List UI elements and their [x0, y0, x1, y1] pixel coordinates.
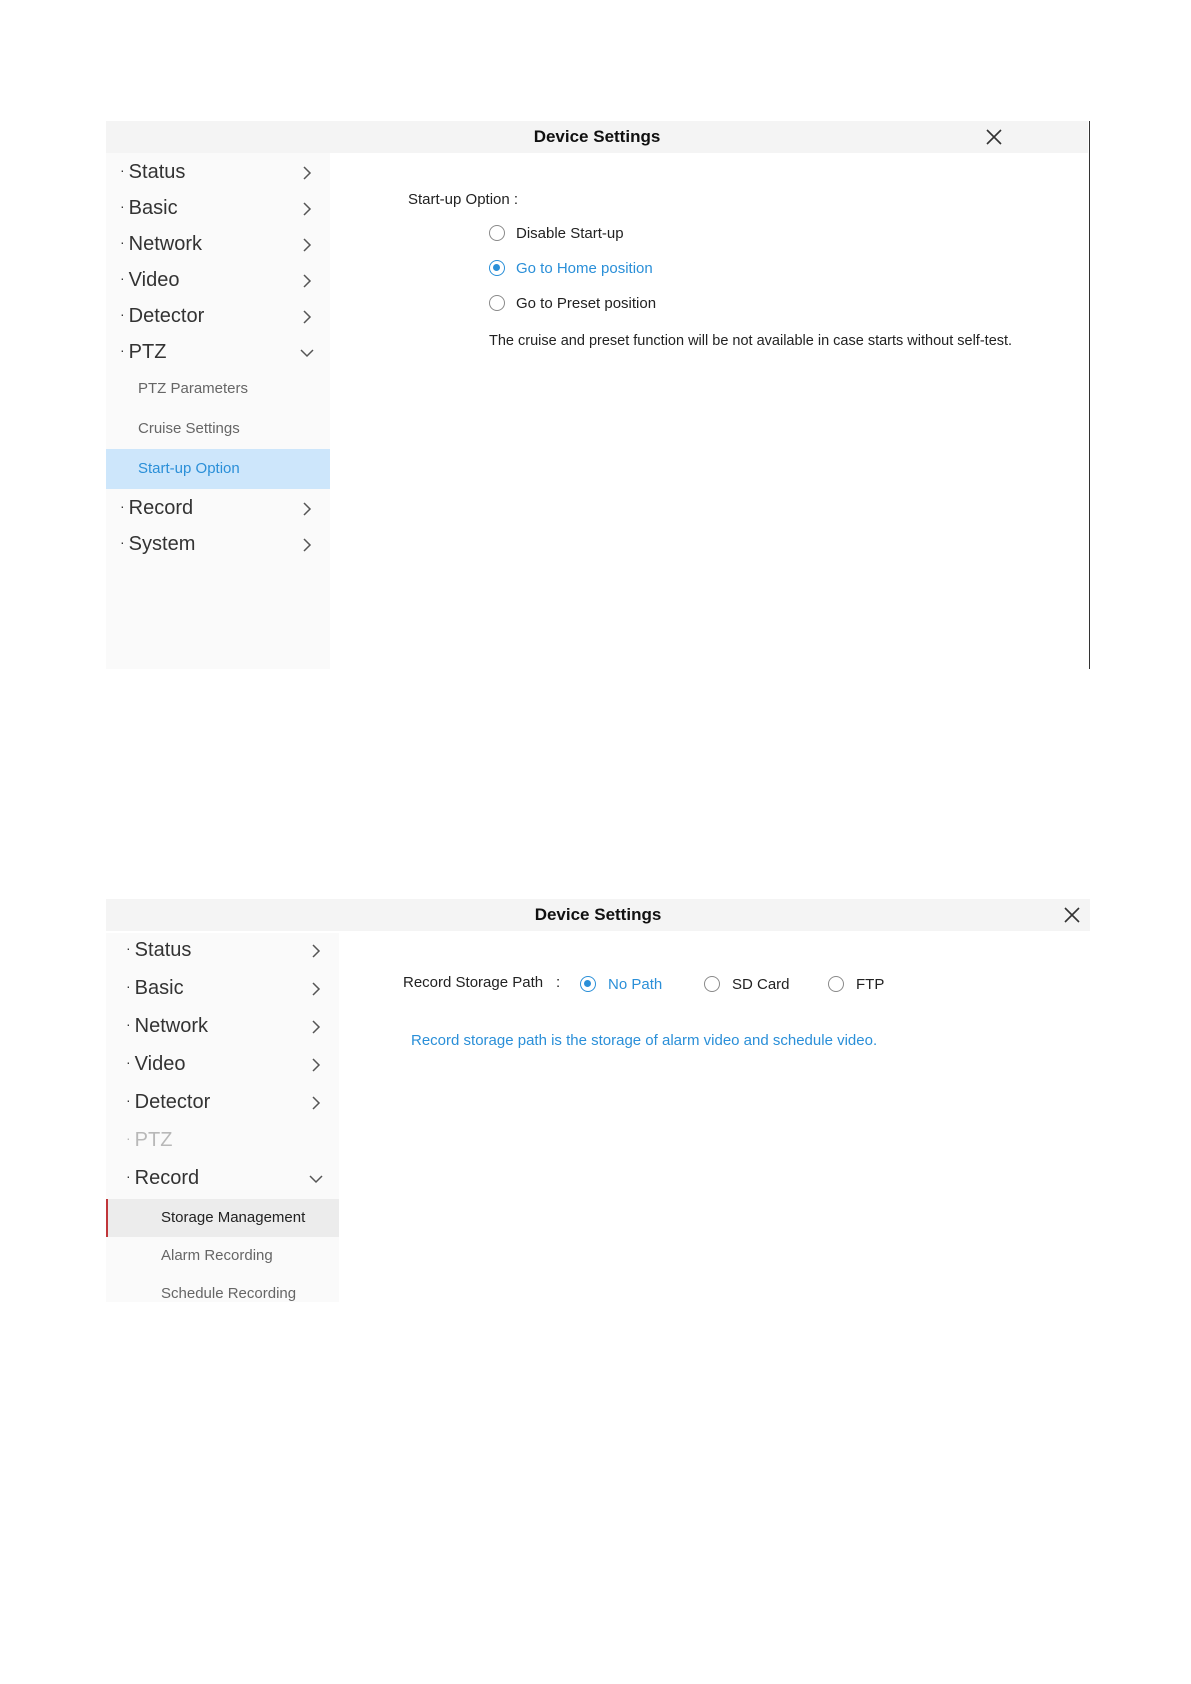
- sidebar-subitem-alarm-recording[interactable]: [106, 1237, 339, 1275]
- device-settings-panel-storage: [106, 899, 1090, 1302]
- sidebar-item-label: Record: [128, 497, 194, 519]
- chevron-right-icon: [309, 1020, 323, 1034]
- chevron-right-icon: [300, 310, 314, 324]
- sidebar-item-detector[interactable]: · Detector: [106, 299, 330, 335]
- sidebar-item-system[interactable]: · System: [106, 527, 330, 563]
- startup-option-heading: Start-up Option :: [408, 191, 519, 208]
- radio-no-path[interactable]: [580, 976, 596, 992]
- chevron-right-icon: [300, 166, 314, 180]
- radio-label-go-to-home: Go to Home position: [516, 260, 653, 277]
- sidebar-item-detector[interactable]: · Detector: [106, 1085, 339, 1121]
- storage-note: Record storage path is the storage of alarm video and schedule video.: [411, 1032, 878, 1049]
- sidebar: [106, 153, 330, 669]
- sidebar-item-label: Detector: [128, 305, 205, 327]
- sidebar-item-label: Video: [134, 1053, 186, 1075]
- dialog-title: Device Settings: [106, 899, 1090, 931]
- chevron-right-icon: [309, 944, 323, 958]
- sidebar-subitem-label: Alarm Recording: [161, 1247, 273, 1264]
- radio-label-disable-startup: Disable Start-up: [516, 225, 624, 242]
- sidebar-subitem-label: Schedule Recording: [161, 1285, 297, 1302]
- sidebar-item-label: Status: [134, 939, 192, 961]
- chevron-right-icon: [300, 274, 314, 288]
- close-icon[interactable]: [1062, 905, 1082, 925]
- sidebar-item-video[interactable]: · Video: [106, 263, 330, 299]
- sidebar-item-record[interactable]: · Record: [106, 491, 330, 527]
- sidebar-item-status[interactable]: · Status: [106, 933, 339, 969]
- sidebar-item-label: Network: [134, 1015, 209, 1037]
- radio-label-go-to-preset: Go to Preset position: [516, 295, 657, 312]
- radio-sd-card[interactable]: [704, 976, 720, 992]
- sidebar-item-label: PTZ: [128, 341, 167, 363]
- chevron-right-icon: [300, 238, 314, 252]
- radio-label-sd-card: SD Card: [732, 976, 790, 993]
- sidebar-item-basic[interactable]: · Basic: [106, 971, 339, 1007]
- sidebar-subitem-ptz-parameters[interactable]: [106, 369, 330, 409]
- sidebar-subitem-cruise-settings[interactable]: [106, 409, 330, 449]
- device-settings-panel-startup: [106, 121, 1088, 669]
- chevron-right-icon: [300, 502, 314, 516]
- sidebar-item-label: Basic: [128, 197, 178, 219]
- radio-go-to-preset[interactable]: [489, 295, 505, 311]
- sidebar-item-record[interactable]: · Record: [106, 1161, 339, 1197]
- sidebar-item-label: Network: [128, 233, 203, 255]
- sidebar-subitem-startup-option[interactable]: [106, 449, 330, 489]
- label-colon: :: [556, 974, 561, 991]
- chevron-down-icon: [309, 1172, 323, 1186]
- sidebar-subitem-label: PTZ Parameters: [138, 380, 249, 397]
- dialog-edge: [1089, 121, 1090, 669]
- startup-note: The cruise and preset function will be not available in case starts without self-test.: [489, 333, 1013, 349]
- sidebar-item-label: Basic: [134, 977, 184, 999]
- chevron-right-icon: [309, 1058, 323, 1072]
- sidebar: [106, 933, 339, 1302]
- sidebar-item-label: System: [128, 533, 196, 555]
- sidebar-item-status[interactable]: · Status: [106, 155, 330, 191]
- chevron-down-icon: [300, 346, 314, 360]
- radio-go-to-home[interactable]: [489, 260, 505, 276]
- sidebar-item-label: Video: [128, 269, 180, 291]
- sidebar-subitem-label: Start-up Option: [138, 460, 240, 477]
- chevron-right-icon: [309, 982, 323, 996]
- sidebar-item-ptz[interactable]: · PTZ: [106, 335, 330, 371]
- sidebar-item-basic[interactable]: · Basic: [106, 191, 330, 227]
- chevron-right-icon: [300, 538, 314, 552]
- dialog-title: Device Settings: [106, 121, 1088, 153]
- sidebar-item-video[interactable]: · Video: [106, 1047, 339, 1083]
- sidebar-item-ptz: · PTZ: [126, 1129, 173, 1151]
- sidebar-subitem-label: Storage Management: [161, 1209, 306, 1226]
- sidebar-item-label: PTZ: [134, 1129, 173, 1151]
- radio-disable-startup[interactable]: [489, 225, 505, 241]
- record-storage-path-label: Record Storage Path: [403, 974, 544, 991]
- radio-label-no-path: No Path: [608, 976, 663, 993]
- sidebar-item-label: Status: [128, 161, 186, 183]
- close-icon[interactable]: [984, 127, 1004, 147]
- sidebar-item-label: Record: [134, 1167, 200, 1189]
- sidebar-subitem-storage-management[interactable]: [106, 1199, 339, 1237]
- sidebar-subitem-schedule-recording[interactable]: [106, 1275, 339, 1313]
- sidebar-item-network[interactable]: · Network: [106, 1009, 339, 1045]
- chevron-right-icon: [309, 1096, 323, 1110]
- sidebar-subitem-label: Cruise Settings: [138, 420, 240, 437]
- radio-label-ftp: FTP: [856, 976, 885, 993]
- sidebar-item-label: Detector: [134, 1091, 211, 1113]
- radio-ftp[interactable]: [828, 976, 844, 992]
- chevron-right-icon: [300, 202, 314, 216]
- sidebar-item-network[interactable]: · Network: [106, 227, 330, 263]
